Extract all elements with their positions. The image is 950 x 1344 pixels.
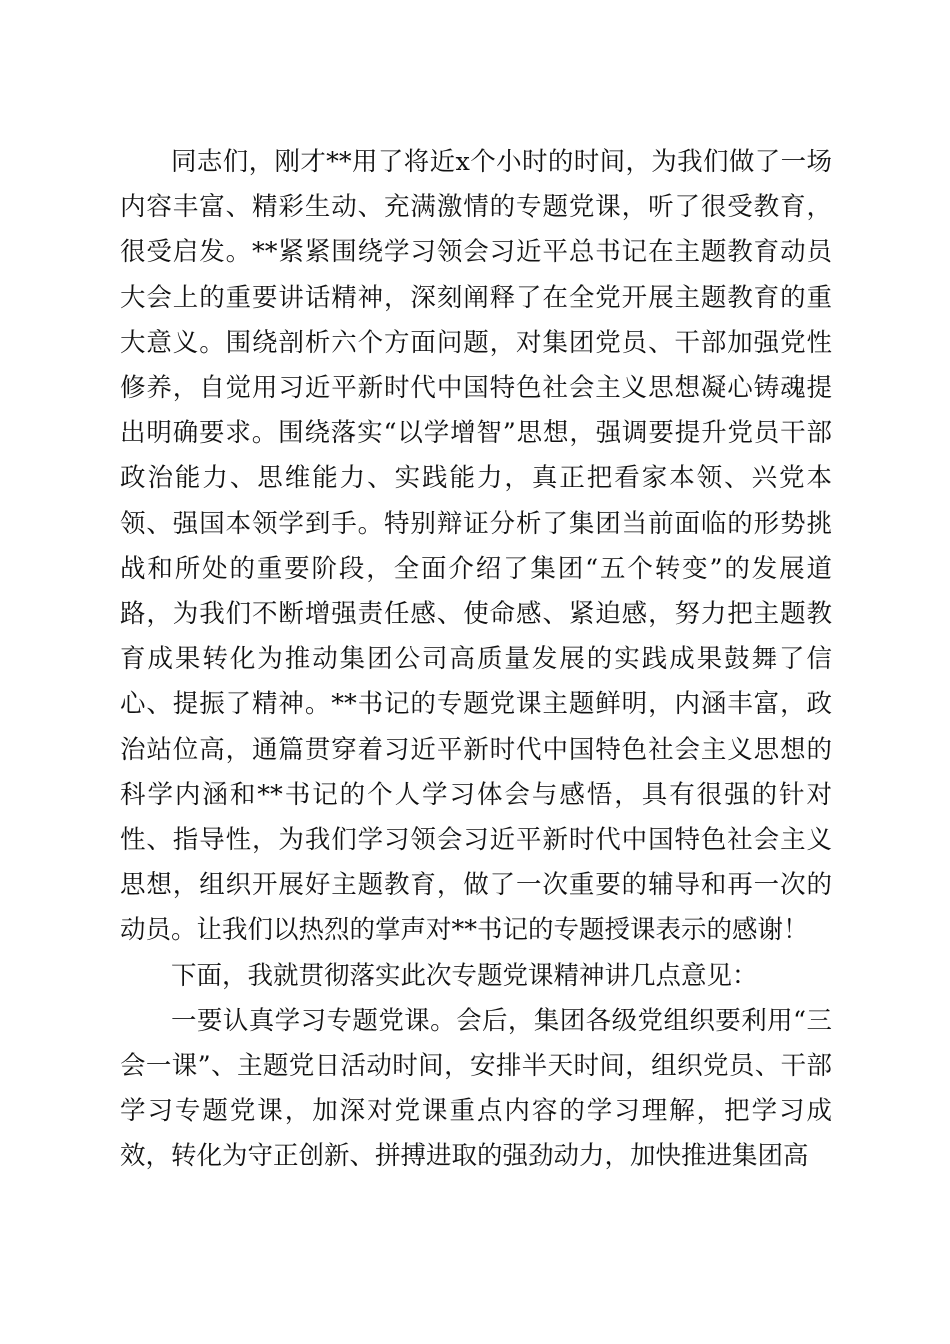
paragraph-opening-remarks: 同志们，刚才**用了将近x个小时的时间，为我们做了一场内容丰富、精彩生动、充满激情的专题党课，听了很受教育，很受启发。**紧紧围绕学习领会习近平总书记在主题教育动员大会上的重要讲话精神，深刻阐释了在全党开展主题教育的重大意义。围绕剖析六个方面问题，对集团党员、干部加强党性修养，自觉用习近平新时代中国特色社会主义思想凝心铸魂提出明确要求。围绕落实“以学增智”思想，强调要提升党员干部政治能力、思维能力、实践能力，真正把看家本领、兴党本领、强国本领学到手。特别辩证分析了集团当前面临的形势挑战和所处的重要阶段，全面介绍了集团“五个转变”的发展道路，为我们不断增强责任感、使命感、紧迫感，努力把主题教育成果转化为推动集团公司高质量发展的实践成果鼓舞了信心、提振了精神。**书记的专题党课主题鲜明，内涵丰富，政治站位高，通篇贯穿着习近平新时代中国特色社会主义思想的科学内涵和**书记的个人学习体会与感悟，具有很强的针对性、指导性，为我们学习领会习近平新时代中国特色社会主义思想，组织开展好主题教育，做了一次重要的辅导和再一次的动员。让我们以热烈的掌声对**书记的专题授课表示的感谢！ [120, 147, 832, 946]
paragraph-transition: 下面，我就贯彻落实此次专题党课精神讲几点意见： [171, 960, 758, 991]
document-body [120, 140, 832, 1180]
paragraph-point-one: 一要认真学习专题党课。会后，集团各级党组织要利用“三会一课”、主题党日活动时间，安排半天时间，组织党员、干部学习专题党课，加深对党课重点内容的学习理解，把学习成效，转化为守正创新、拼搏进取的强劲动力，加快推进集团高 [120, 1005, 832, 1172]
